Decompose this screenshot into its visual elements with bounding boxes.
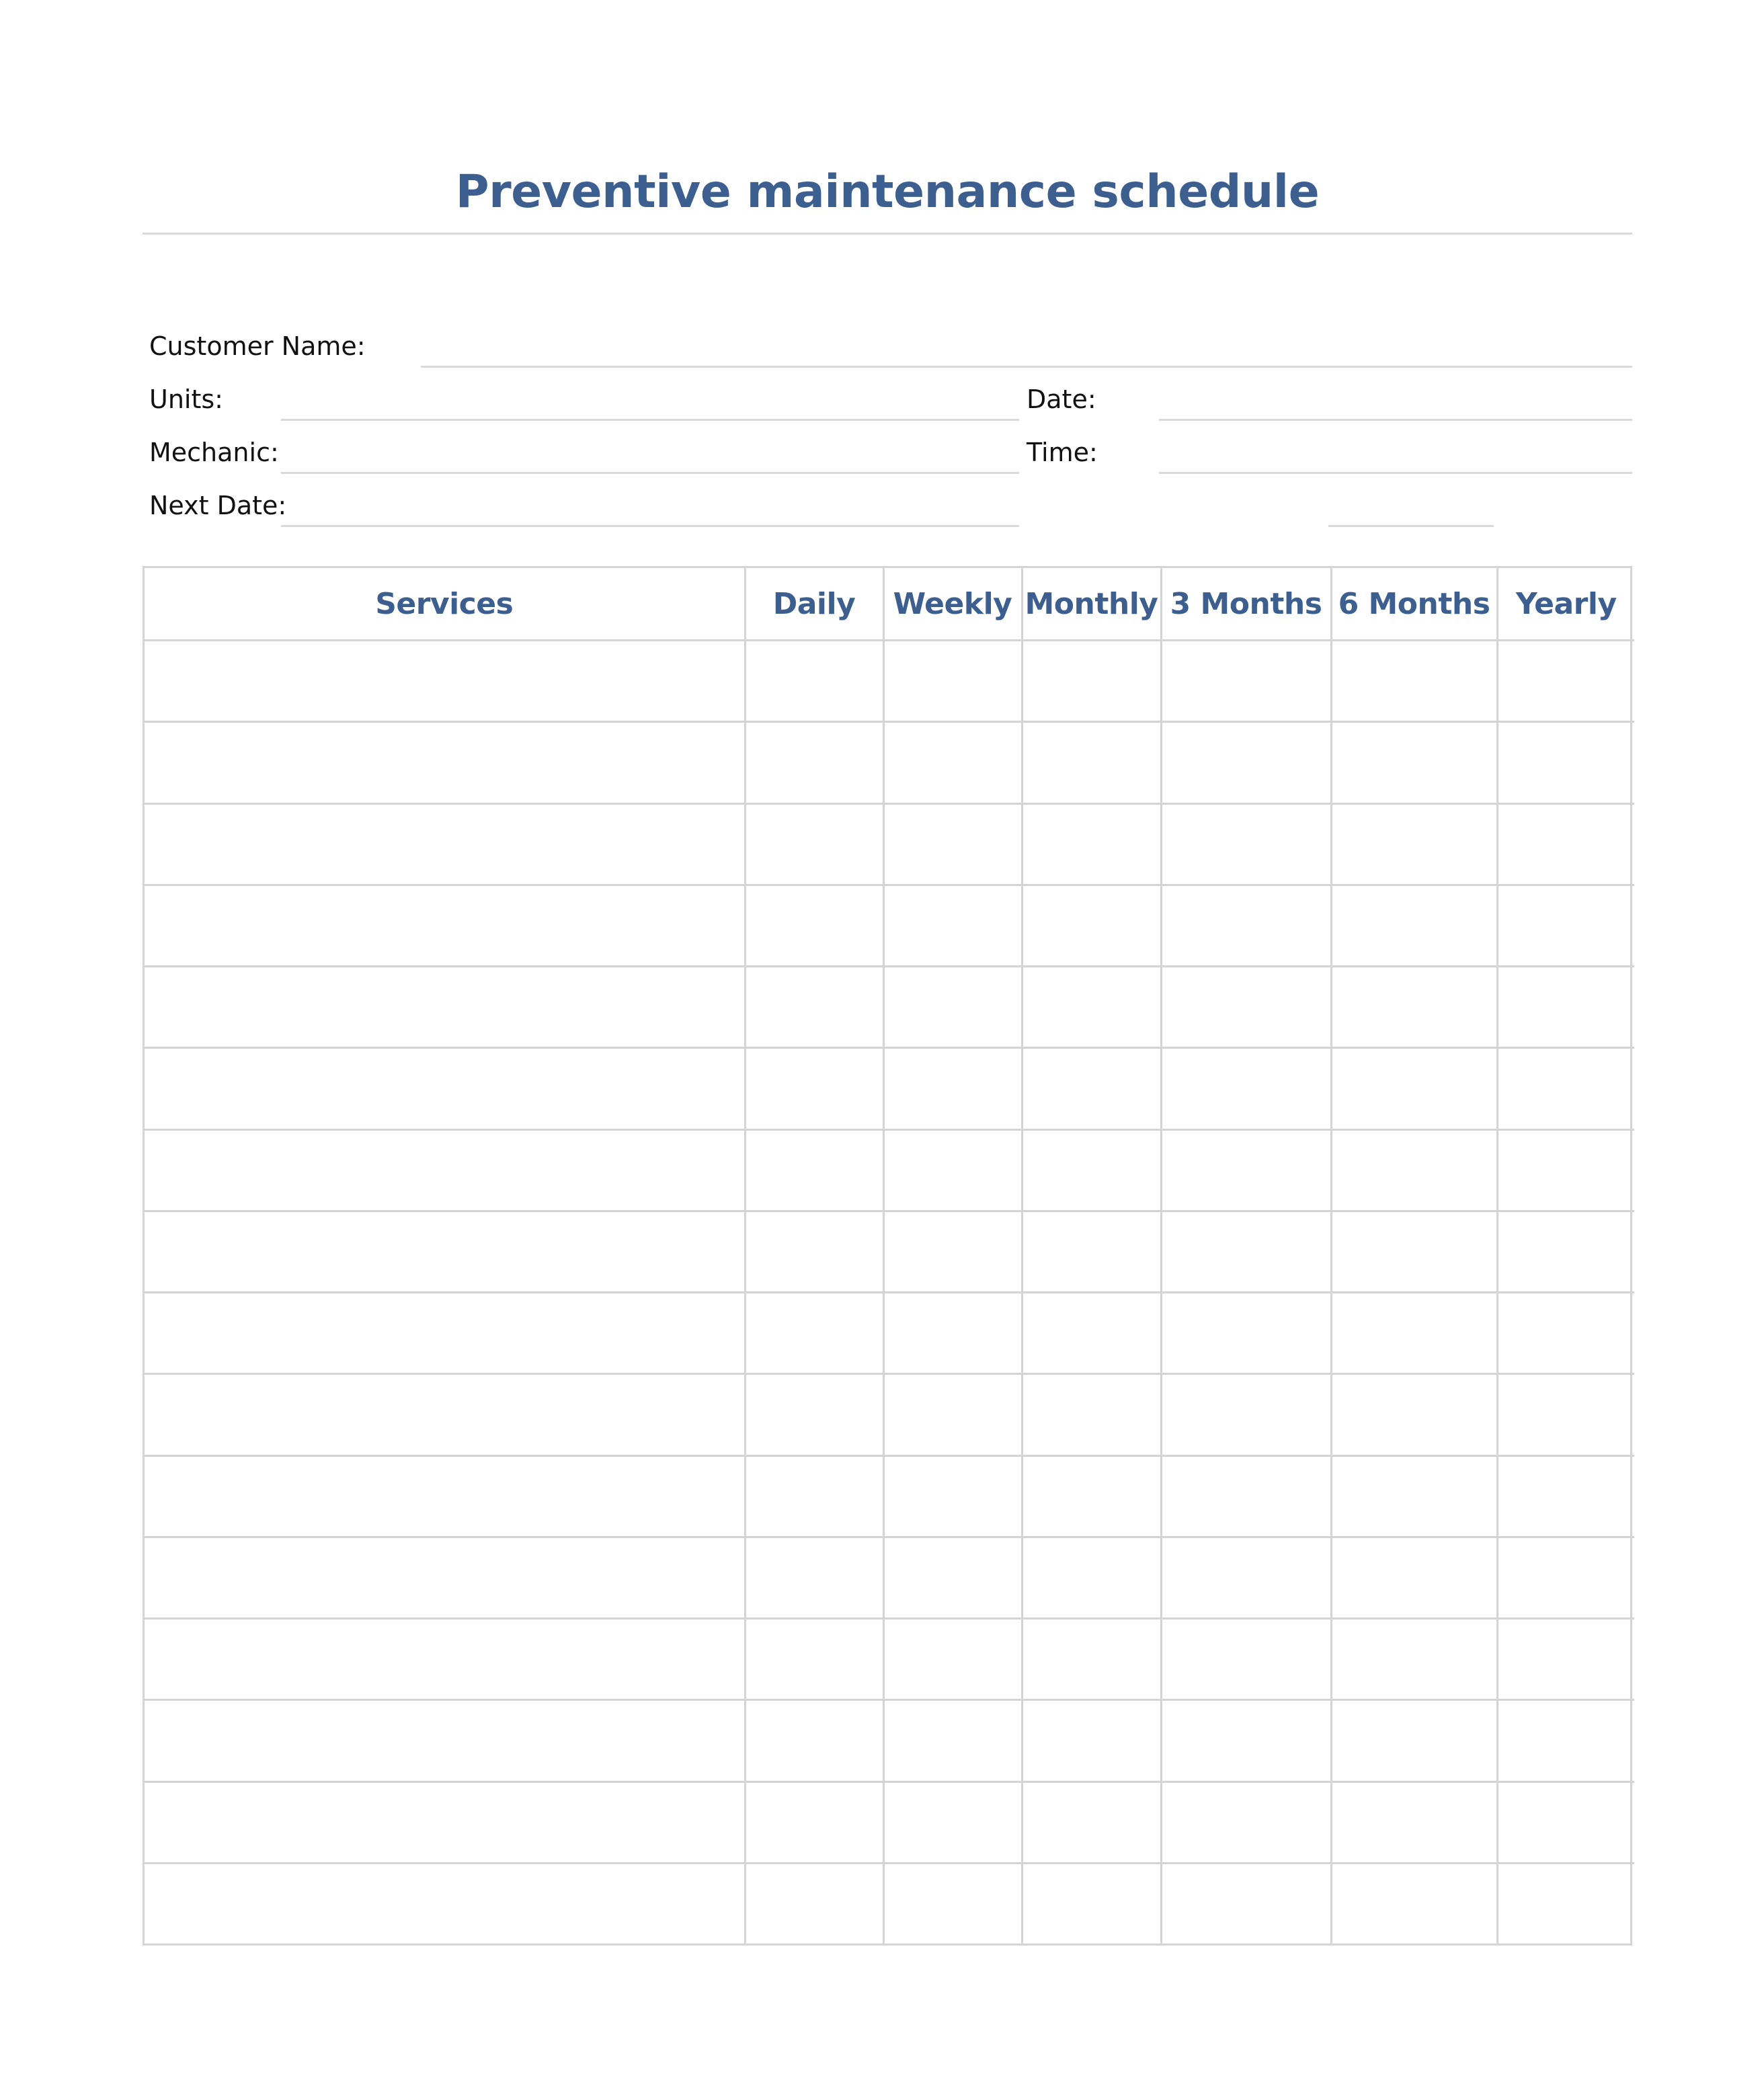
table-row [145, 1129, 1634, 1211]
cell-weekly[interactable] [883, 1455, 1022, 1537]
cell-monthly[interactable] [1022, 1293, 1161, 1374]
cell-weekly[interactable] [883, 1129, 1022, 1211]
column-header-3-months: 3 Months [1161, 568, 1331, 641]
cell-daily[interactable] [745, 1537, 883, 1618]
cell-6-months[interactable] [1331, 1048, 1497, 1129]
cell-monthly[interactable] [1022, 1048, 1161, 1129]
cell-daily[interactable] [745, 722, 883, 803]
cell-3-months[interactable] [1161, 885, 1331, 966]
cell-3-months[interactable] [1161, 1211, 1331, 1292]
cell-daily[interactable] [745, 641, 883, 722]
column-header-daily: Daily [745, 568, 883, 641]
cell-services[interactable] [145, 1293, 745, 1374]
cell-weekly[interactable] [883, 1048, 1022, 1129]
cell-daily[interactable] [745, 1619, 883, 1700]
cell-yearly[interactable] [1497, 1455, 1634, 1537]
cell-services[interactable] [145, 1048, 745, 1129]
cell-daily[interactable] [745, 1863, 883, 1943]
date-label: Date: [1027, 385, 1096, 414]
cell-daily[interactable] [745, 1700, 883, 1781]
cell-yearly[interactable] [1497, 1781, 1634, 1863]
table-row [145, 1537, 1634, 1618]
cell-services[interactable] [145, 1537, 745, 1618]
cell-3-months[interactable] [1161, 1293, 1331, 1374]
table-row [145, 1863, 1634, 1943]
table-row [145, 1211, 1634, 1292]
customer-name-label: Customer Name: [149, 331, 366, 361]
table-row [145, 641, 1634, 722]
cell-services[interactable] [145, 1700, 745, 1781]
cell-monthly[interactable] [1022, 1129, 1161, 1211]
cell-services[interactable] [145, 1863, 745, 1943]
schedule-table [143, 566, 1632, 1946]
cell-3-months[interactable] [1161, 1863, 1331, 1943]
cell-services[interactable] [145, 803, 745, 885]
cell-weekly[interactable] [883, 1374, 1022, 1455]
cell-monthly[interactable] [1022, 722, 1161, 803]
table-row [145, 1700, 1634, 1781]
cell-weekly[interactable] [883, 1619, 1022, 1700]
cell-6-months[interactable] [1331, 967, 1497, 1048]
cell-6-months[interactable] [1331, 1374, 1497, 1455]
column-header-yearly: Yearly [1497, 568, 1634, 641]
table-row [145, 1048, 1634, 1129]
column-header-services: Services [145, 568, 745, 641]
cell-daily[interactable] [745, 1455, 883, 1537]
units-label: Units: [149, 385, 223, 414]
cell-yearly[interactable] [1497, 1700, 1634, 1781]
cell-services[interactable] [145, 1211, 745, 1292]
table-row [145, 1374, 1634, 1455]
cell-monthly[interactable] [1022, 1700, 1161, 1781]
cell-monthly[interactable] [1022, 803, 1161, 885]
table-row [145, 1619, 1634, 1700]
cell-yearly[interactable] [1497, 1374, 1634, 1455]
cell-weekly[interactable] [883, 1293, 1022, 1374]
schedule-grid [145, 568, 1634, 1943]
cell-yearly[interactable] [1497, 641, 1634, 722]
cell-yearly[interactable] [1497, 1211, 1634, 1292]
cell-6-months[interactable] [1331, 1700, 1497, 1781]
cell-6-months[interactable] [1331, 1863, 1497, 1943]
cell-services[interactable] [145, 1455, 745, 1537]
cell-monthly[interactable] [1022, 967, 1161, 1048]
cell-services[interactable] [145, 1374, 745, 1455]
cell-3-months[interactable] [1161, 1537, 1331, 1618]
mechanic-field[interactable] [281, 472, 1019, 474]
cell-yearly[interactable] [1497, 1129, 1634, 1211]
cell-yearly[interactable] [1497, 967, 1634, 1048]
table-header-row [145, 568, 1634, 641]
cell-6-months[interactable] [1331, 803, 1497, 885]
cell-3-months[interactable] [1161, 722, 1331, 803]
cell-yearly[interactable] [1497, 803, 1634, 885]
cell-3-months[interactable] [1161, 1455, 1331, 1537]
cell-weekly[interactable] [883, 1211, 1022, 1292]
mechanic-label: Mechanic: [149, 438, 279, 467]
next-date-label: Next Date: [149, 491, 287, 520]
cell-daily[interactable] [745, 803, 883, 885]
cell-6-months[interactable] [1331, 1293, 1497, 1374]
table-row [145, 1781, 1634, 1863]
cell-daily[interactable] [745, 1211, 883, 1292]
cell-weekly[interactable] [883, 1537, 1022, 1618]
cell-3-months[interactable] [1161, 1619, 1331, 1700]
cell-3-months[interactable] [1161, 1048, 1331, 1129]
cell-monthly[interactable] [1022, 1455, 1161, 1537]
cell-monthly[interactable] [1022, 1619, 1161, 1700]
cell-services[interactable] [145, 1781, 745, 1863]
cell-services[interactable] [145, 1619, 745, 1700]
table-body [145, 641, 1634, 1944]
date-field[interactable] [1159, 419, 1632, 421]
page-title: Preventive maintenance schedule [455, 165, 1320, 218]
cell-6-months[interactable] [1331, 1619, 1497, 1700]
cell-3-months[interactable] [1161, 1700, 1331, 1781]
cell-yearly[interactable] [1497, 885, 1634, 966]
cell-3-months[interactable] [1161, 1781, 1331, 1863]
cell-weekly[interactable] [883, 967, 1022, 1048]
extra-blank-line [1328, 525, 1494, 527]
cell-yearly[interactable] [1497, 722, 1634, 803]
cell-daily[interactable] [745, 967, 883, 1048]
cell-daily[interactable] [745, 885, 883, 966]
cell-6-months[interactable] [1331, 1455, 1497, 1537]
table-row [145, 885, 1634, 966]
cell-3-months[interactable] [1161, 967, 1331, 1048]
cell-weekly[interactable] [883, 1863, 1022, 1943]
cell-services[interactable] [145, 885, 745, 966]
cell-weekly[interactable] [883, 641, 1022, 722]
cell-daily[interactable] [745, 1129, 883, 1211]
table-row [145, 722, 1634, 803]
cell-monthly[interactable] [1022, 1863, 1161, 1943]
next-date-field[interactable] [281, 525, 1019, 527]
time-label: Time: [1027, 438, 1098, 467]
cell-yearly[interactable] [1497, 1537, 1634, 1618]
table-row [145, 967, 1634, 1048]
cell-yearly[interactable] [1497, 1619, 1634, 1700]
cell-monthly[interactable] [1022, 1374, 1161, 1455]
cell-3-months[interactable] [1161, 1129, 1331, 1211]
units-field[interactable] [281, 419, 1019, 421]
table-row [145, 803, 1634, 885]
title-underline [143, 233, 1632, 235]
cell-6-months[interactable] [1331, 885, 1497, 966]
cell-weekly[interactable] [883, 722, 1022, 803]
cell-3-months[interactable] [1161, 1374, 1331, 1455]
cell-monthly[interactable] [1022, 641, 1161, 722]
cell-weekly[interactable] [883, 803, 1022, 885]
cell-daily[interactable] [745, 1781, 883, 1863]
cell-services[interactable] [145, 722, 745, 803]
cell-6-months[interactable] [1331, 722, 1497, 803]
cell-daily[interactable] [745, 1374, 883, 1455]
customer-name-field[interactable] [421, 366, 1632, 368]
cell-6-months[interactable] [1331, 1781, 1497, 1863]
cell-weekly[interactable] [883, 1700, 1022, 1781]
cell-6-months[interactable] [1331, 1537, 1497, 1618]
cell-6-months[interactable] [1331, 1129, 1497, 1211]
column-header-6-months: 6 Months [1331, 568, 1497, 641]
cell-daily[interactable] [745, 1048, 883, 1129]
cell-6-months[interactable] [1331, 641, 1497, 722]
cell-monthly[interactable] [1022, 885, 1161, 966]
cell-monthly[interactable] [1022, 1537, 1161, 1618]
cell-services[interactable] [145, 641, 745, 722]
cell-weekly[interactable] [883, 1781, 1022, 1863]
table-row [145, 1455, 1634, 1537]
cell-monthly[interactable] [1022, 1781, 1161, 1863]
cell-daily[interactable] [745, 1293, 883, 1374]
cell-3-months[interactable] [1161, 803, 1331, 885]
cell-yearly[interactable] [1497, 1863, 1634, 1943]
column-header-monthly: Monthly [1022, 568, 1161, 641]
column-header-weekly: Weekly [883, 568, 1022, 641]
cell-services[interactable] [145, 1129, 745, 1211]
cell-6-months[interactable] [1331, 1211, 1497, 1292]
cell-services[interactable] [145, 967, 745, 1048]
cell-yearly[interactable] [1497, 1293, 1634, 1374]
cell-weekly[interactable] [883, 885, 1022, 966]
cell-3-months[interactable] [1161, 641, 1331, 722]
time-field[interactable] [1159, 472, 1632, 474]
cell-monthly[interactable] [1022, 1211, 1161, 1292]
cell-yearly[interactable] [1497, 1048, 1634, 1129]
table-row [145, 1293, 1634, 1374]
